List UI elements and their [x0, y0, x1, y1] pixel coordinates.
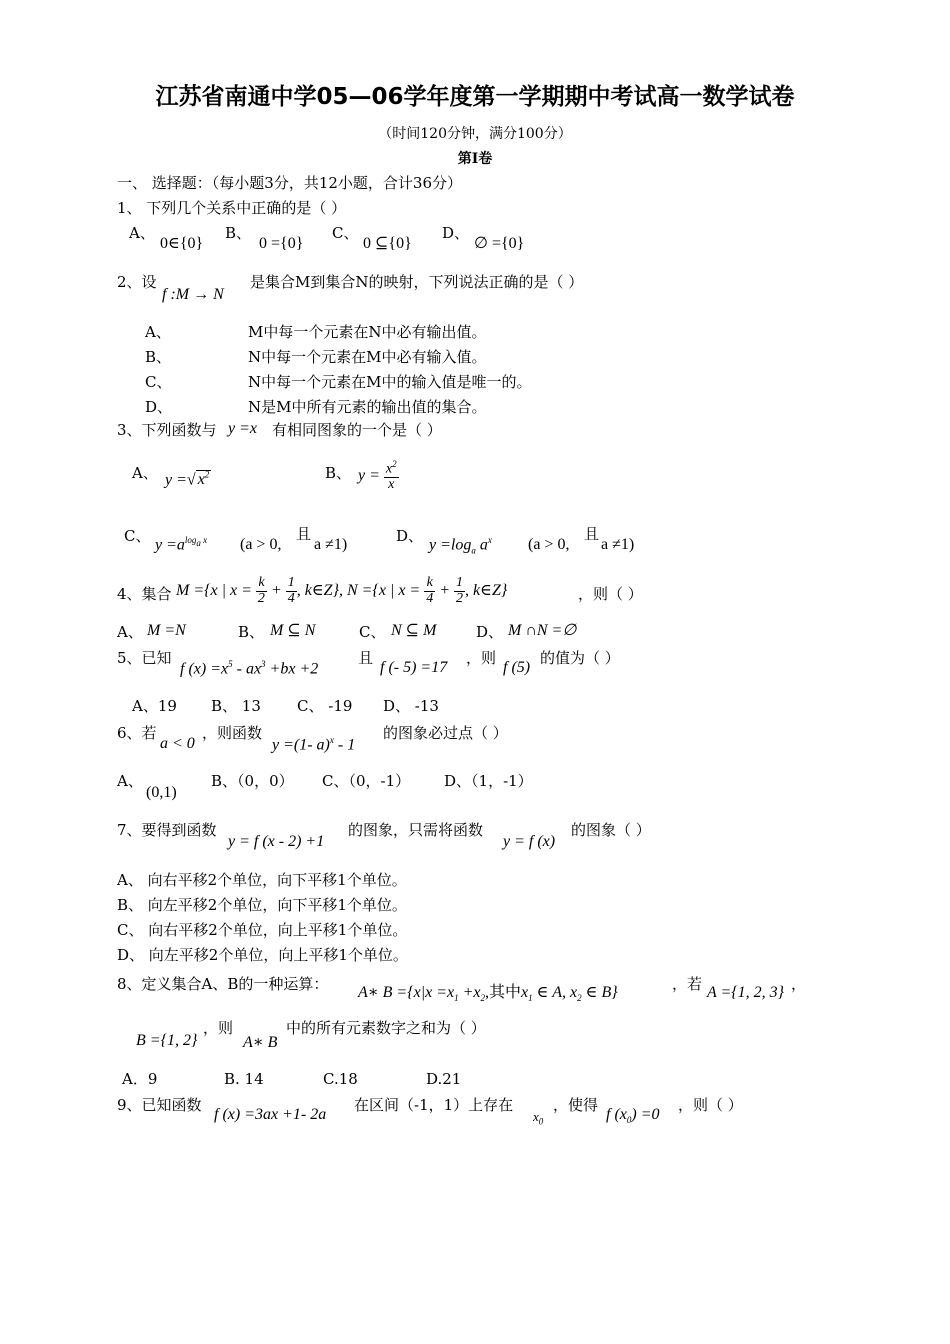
q1-label-a: A、 [129, 224, 155, 242]
q9-cond-part1: f (x [606, 1106, 627, 1123]
q8-set-a: A ={1, 2, 3} [707, 984, 785, 1001]
q6-prefix: 6、若 [117, 724, 157, 742]
q3-target-func: y =x [228, 420, 257, 437]
q2-suffix: 是集合M到集合N的映射，下列说法正确的是（ ） [250, 273, 584, 291]
q1-expr-a: 0∈{0} [160, 235, 204, 252]
q3-prefix: 3、下列函数与 [117, 421, 217, 439]
q3-qie-d: 且 [584, 525, 600, 543]
q3-expr-c: $y =a^{log_a x}$ [155, 535, 208, 554]
q5-opt-a: A、19 [132, 697, 177, 715]
q2-label-a: A、 [145, 323, 171, 341]
q8-opt-c: C.18 [323, 1070, 358, 1088]
q3-suffix: 有相同图象的一个是（ ） [272, 421, 442, 439]
q7-mid: 的图象，只需将函数 [348, 821, 484, 839]
q6-suffix: 的图象必过点（ ） [383, 724, 508, 742]
q8-set-b: B ={1, 2} [136, 1032, 198, 1049]
q4-label-a: A、 [117, 623, 143, 641]
q9-cond-part2: ) =0 [631, 1106, 660, 1123]
q5-qie: 且 [358, 649, 374, 667]
q2-prefix: 2、设 [117, 273, 157, 291]
q5-opt-d: D、 -13 [383, 697, 439, 715]
q3-qie-c: 且 [296, 525, 312, 543]
q3-label-c: C、 [124, 527, 151, 545]
q7-source-func: y = f (x) [503, 833, 556, 850]
q6-opt-b: B、（0，0） [211, 772, 294, 790]
q5-opt-c: C、 -19 [297, 697, 353, 715]
q3-cond-c2: a ≠1) [314, 536, 348, 553]
q9-mid2: ，使得 [553, 1096, 599, 1114]
q2-text-c: N中每一个元素在M中的输入值是唯一的。 [248, 373, 532, 391]
q6-mid: ，则函数 [202, 724, 263, 742]
q3-label-a: A、 [132, 464, 158, 482]
q5-condition: f (- 5) =17 [380, 659, 448, 676]
q4-expr-a: M =N [147, 622, 186, 639]
q2-mapping: f :M → N [162, 286, 224, 303]
q3-expr-d: $y =\log_a$ $a^x$ [429, 535, 492, 556]
exam-subtitle: （时间120分钟，满分100分） [378, 126, 572, 142]
q3-expr-b: y = $\frac{x^2}{x}$ [358, 459, 397, 493]
q1-expr-b: 0 ={0} [259, 235, 304, 252]
q8-suffix: 中的所有元素数字之和为（ ） [286, 1019, 486, 1037]
q1-label-d: D、 [442, 224, 470, 242]
q6-opt-c: C、（0，-1） [322, 772, 411, 790]
q2-label-b: B、 [145, 348, 172, 366]
q5-function: f $(x) =x^5 - ax^3 +bx +2$ [180, 659, 319, 678]
q6-opt-d: D、（1，-1） [444, 772, 533, 790]
q3-cond-d: (a > 0, [528, 536, 570, 553]
q8-comma: ， [791, 975, 807, 993]
q8-ruo: ，若 [672, 975, 703, 993]
q2-label-d: D、 [145, 398, 173, 416]
q4-label-d: D、 [476, 623, 504, 641]
page-title: 江苏省南通中学05—06学年度第一学期期中考试高一数学试卷 [155, 84, 795, 110]
q5-ze: ，则 [466, 649, 497, 667]
q8-opt-d: D.21 [426, 1070, 462, 1088]
q2-text-d: N是M中所有元素的输出值的集合。 [248, 398, 487, 416]
q7-target-func: y = f (x - 2) +1 [228, 833, 325, 850]
q4-label-b: B、 [238, 623, 265, 641]
q1-label-b: B、 [225, 224, 252, 242]
q9-condition: f $(x_0) =0$ [606, 1106, 660, 1126]
q2-text-b: N中每一个元素在M中必有输入值。 [248, 348, 487, 366]
q4-expr-c: N ⊆ M [391, 622, 437, 639]
q3-label-d: D、 [396, 527, 424, 545]
q5-opt-b: B、 13 [211, 697, 261, 715]
q4-label-c: C、 [359, 623, 386, 641]
q9-function: f (x) =3ax +1- 2a [214, 1106, 327, 1123]
q4-expr-b: M ⊆ N [270, 622, 316, 639]
q5-prefix: 5、已知 [117, 649, 172, 667]
q8-prefix: 8、定义集合A、B的一种运算： [117, 975, 329, 993]
section-heading: 一、 选择题：（每小题3分，共12小题，合计36分） [117, 174, 462, 192]
q7-opt-c: C、 向右平移2个单位，向上平移1个单位。 [117, 921, 408, 939]
q8-opt-a: A．9 [122, 1070, 158, 1088]
q4-suffix: ，则（ ） [578, 585, 643, 603]
q1-label-c: C、 [332, 224, 359, 242]
q3-cond-d2: a ≠1) [601, 536, 635, 553]
q9-prefix: 9、已知函数 [117, 1096, 202, 1114]
q7-suffix: 的图象（ ） [571, 821, 651, 839]
q8-op-expr: A∗ B [243, 1034, 278, 1051]
q2-label-c: C、 [145, 373, 172, 391]
q8-operation-def: A∗ $B =\{x|x =x_1 +x_2$,其中$x_1$ ∈ A, $x_2$ ∈ B} [358, 984, 618, 1004]
q3-expr-a: y =√ $x^2$ [165, 470, 210, 489]
q7-opt-d: D、 向左平移2个单位，向上平移1个单位。 [117, 946, 408, 964]
q9-suffix: ，则（ ） [678, 1096, 743, 1114]
q4-expr-d: M ∩N =∅ [508, 622, 577, 639]
q5-value-expr: f (5) [503, 659, 531, 676]
q8-ze: ，则 [203, 1019, 234, 1037]
q1-expr-d: ∅ ={0} [474, 235, 525, 252]
q7-prefix: 7、要得到函数 [117, 821, 217, 839]
q5-suffix: 的值为（ ） [540, 649, 620, 667]
q6-expr-a: (0,1) [146, 784, 177, 801]
q4-set-definition: M ={x | x = $\frac{k}{2}$ + $\frac{1}{4}$ , k∈Z}, N ={x | x = $\frac{k}{4}$ + $\frac{1}{2}$ , k∈Z} [176, 575, 508, 606]
q7-opt-a: A、 向右平移2个单位，向下平移1个单位。 [117, 871, 407, 889]
q8-opt-b: B. 14 [224, 1070, 264, 1088]
q6-function: y =(1- a)$^x$ - 1 [272, 735, 356, 754]
q4-prefix: 4、集合 [117, 585, 172, 603]
q3-label-b: B、 [325, 464, 352, 482]
q3-cond-c: (a > 0, [240, 536, 282, 553]
q9-x0: $x_0$ [533, 1109, 544, 1127]
q2-text-a: M中每一个元素在N中必有输出值。 [248, 323, 487, 341]
q1-expr-c: 0 ⊆{0} [363, 235, 412, 252]
q1-stem: 1、 下列几个关系中正确的是（ ） [117, 199, 347, 217]
volume-heading: 第Ⅰ卷 [457, 151, 493, 167]
q6-label-a: A、 [117, 772, 143, 790]
q9-mid: 在区间（-1，1）上存在 [354, 1096, 514, 1114]
q6-condition: a < 0 [160, 735, 195, 752]
q7-opt-b: B、 向左平移2个单位，向下平移1个单位。 [117, 896, 407, 914]
